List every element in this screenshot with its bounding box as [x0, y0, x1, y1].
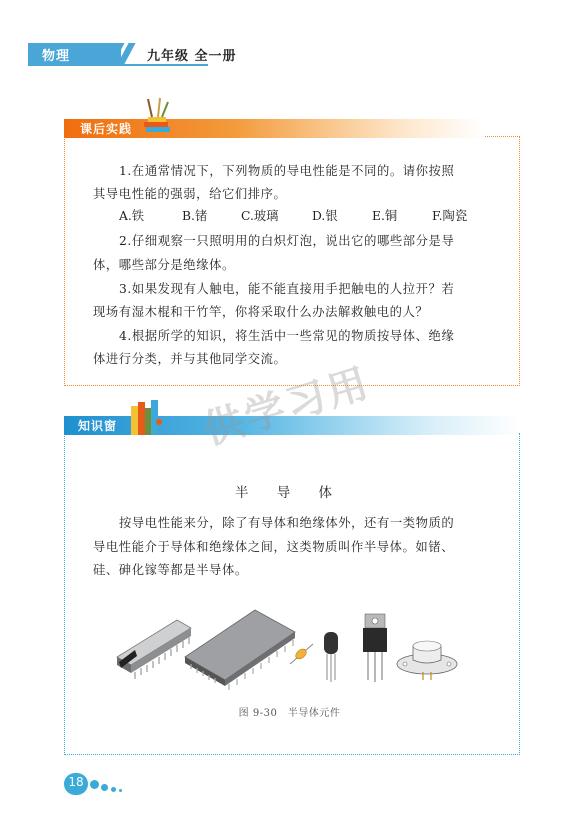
header-underline	[28, 64, 208, 66]
knowledge-paragraph-line-2: 导电性能介于导体和绝缘体之间，这类物质叫作半导体。如锗、	[93, 540, 455, 554]
watermark-text: 供学习用	[197, 358, 376, 454]
knowledge-paragraph-line-3: 硅、砷化镓等都是半导体。	[93, 563, 248, 577]
large-chip-image	[185, 610, 295, 690]
option-a: A.铁	[119, 209, 145, 223]
question-1-line-1: 1.在通常情况下，下列物质的导电性能是不同的。请你按照	[119, 164, 455, 178]
question-4-line-2: 体进行分类，并与其他同学交流。	[93, 352, 287, 366]
option-f: F.陶瓷	[432, 209, 468, 223]
option-e: E.铜	[372, 209, 398, 223]
subject-label: 物理	[42, 49, 71, 64]
semiconductor-components-figure	[105, 602, 485, 697]
decor-dot	[101, 784, 108, 791]
option-d: D.银	[312, 209, 338, 223]
knowledge-title: 知识窗	[78, 419, 118, 433]
section-heading: 半 导 体	[234, 485, 345, 501]
book-title: 九年级 全一册	[147, 49, 237, 64]
metal-can-transistor-image	[397, 641, 457, 680]
option-b: B.锗	[182, 209, 208, 223]
decor-dot	[119, 789, 122, 792]
transistor-image	[324, 632, 338, 682]
practice-title: 课后实践	[80, 122, 133, 136]
question-1-line-2: 其导电性能的强弱，给它们排序。	[93, 187, 287, 201]
page-number: 18	[68, 775, 84, 789]
power-transistor-image	[363, 614, 387, 682]
dip-chip-image	[117, 620, 191, 679]
decor-dot	[90, 780, 99, 789]
figure-caption: 图 9-30 半导体元件	[238, 708, 341, 719]
knowledge-paragraph-line-1: 按导电性能来分，除了有导体和绝缘体外，还有一类物质的	[119, 516, 455, 530]
question-3-line-2: 现场有湿木棍和干竹竿，你将采取什么办法解救触电的人？	[93, 305, 429, 319]
diode-image	[290, 644, 313, 664]
question-3-line-1: 3.如果发现有人触电，能不能直接用手把触电的人拉开？若	[119, 282, 455, 296]
books-pencils-icon	[140, 96, 174, 136]
question-2-line-1: 2.仔细观察一只照明用的白炽灯泡，说出它的哪些部分是导	[119, 234, 455, 248]
question-2-line-2: 体，哪些部分是绝缘体。	[93, 258, 235, 272]
option-c: C.玻璃	[241, 209, 279, 223]
books-stack-icon	[128, 396, 164, 436]
question-4-line-1: 4.根据所学的知识，将生活中一些常见的物质按导体、绝缘	[119, 329, 455, 343]
decor-dot	[111, 787, 116, 792]
